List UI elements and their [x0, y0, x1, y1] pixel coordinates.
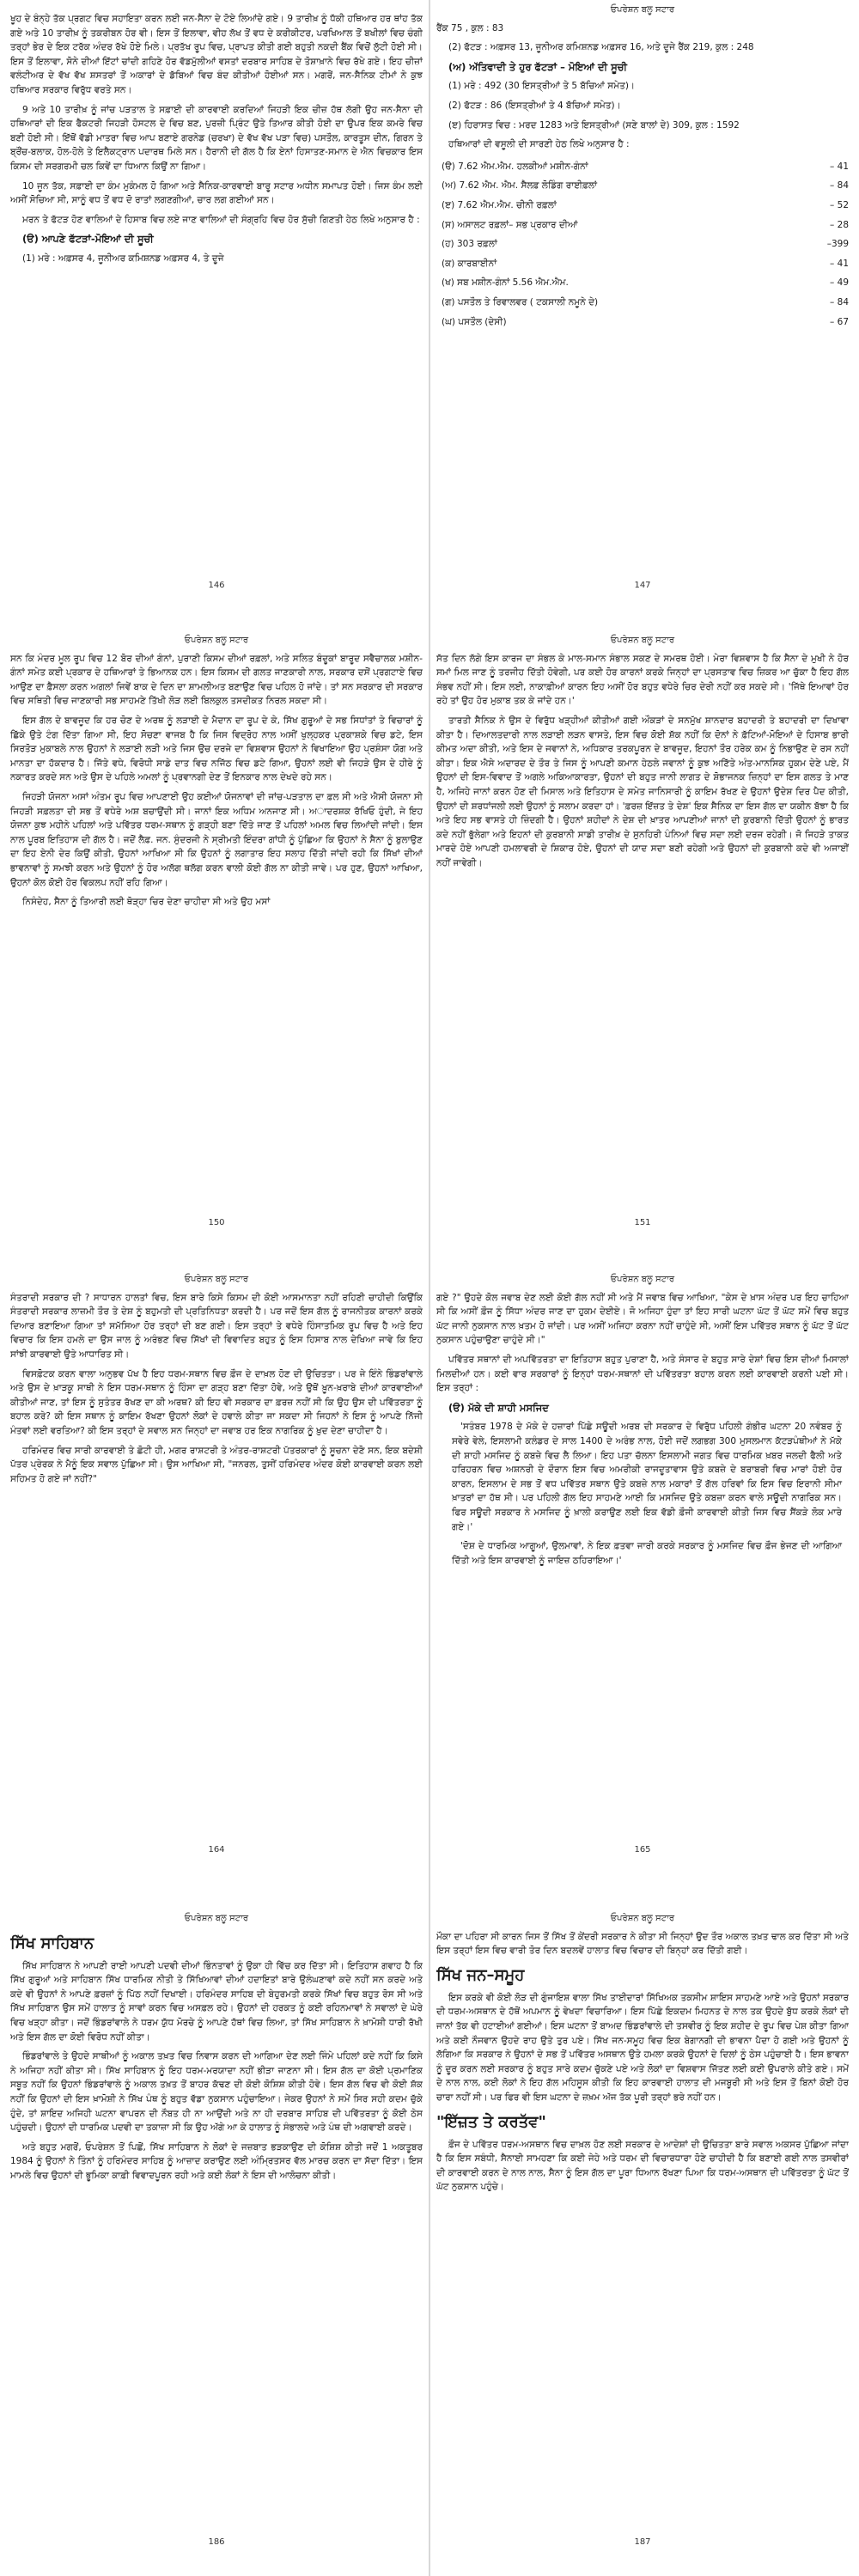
running-header: ਓਪਰੇਸ਼ਨ ਬਲੂ ਸਟਾਰ [610, 1914, 675, 1923]
paragraph: ਇਸ ਕਰਕੇ ਵੀ ਕੋਈ ਲੋੜ ਦੀ ਗੁੰਜਾਇਸ਼ ਵਾਲਾ ਸਿੱਖ ਤਾਈਦਾਰਾਂ ਸਿੱਖਿਅਕ ਤਕਸੀਮ ਸ਼ਾਇਸ ਸਾਹਮਣੇ ਆਏ ਅਤੇ ਉਹਨਾਂ ਸਰਕਾਰ ਦੀ ਧਰਮ-ਅਸਥਾਨ ਦੇ ਹੱਥੋਂ ਅਪਮਾਨ ਨੂੰ ਵੇਖਦਾ ਵਿਚਾਰਿਆ। ਇਸ ਪਿੱਛੇ ਇਕਦਮ ਮਿਹਨਤ ਦੇ ਨਾਲ ਤਕ ਉਹਦੇ ਬੁੱਧ ਕਰਕੇ ਲੋਕਾਂ ਦੀ ਜਾਨਾਂ ਤੱਕ ਵੀ ਹਟਾਈਆਂ ਗਈਆਂ। ਇਸ ਘਟਨਾ ਤੋਂ ਬਾਅਦ ਭਿੰਡਰਾਂਵਾਲੇ ਦੀ ਤਸਵੀਰ ਨੂੰ ਇਕ ਸ਼ਹੀਦ ਦੇ ਰੂਪ ਵਿਚ ਪੇਸ਼ ਕੀਤਾ ਗਿਆ ਅਤੇ ਕਈ ਨੌਜਵਾਨ ਉਹਦੇ ਰਾਹ ਉਤੇ ਤੁਰ ਪਏ। ਸਿੱਖ ਜਨ-ਸਮੂਹ ਵਿਚ ਇਕ ਬੇਗਾਨਗੀ ਦੀ ਭਾਵਨਾ ਪੈਦਾ ਹੋ ਗਈ ਅਤੇ ਉਹਨਾਂ ਨੂੰ ਲੱਗਿਆ ਕਿ ਸਰਕਾਰ ਨੇ ਉਹਨਾਂ ਦੇ ਸਭ ਤੋਂ ਪਵਿੱਤਰ ਅਸਥਾਨ ਉਤੇ ਹਮਲਾ ਕਰਕੇ ਉਹਨਾਂ ਦੇ ਦਿਲਾਂ ਨੂੰ ਠੇਸ ਪਹੁੰਚਾਈ ਹੈ। ਇਸ ਭਾਵਨਾ ਨੂੰ ਦੂਰ ਕਰਨ ਲਈ ਸਰਕਾਰ ਨੂੰ ਬਹੁਤ ਸਾਰੇ ਕਦਮ ਚੁੱਕਣੇ ਪਏ ਅਤੇ ਲੋਕਾਂ ਦਾ ਵਿਸ਼ਵਾਸ ਜਿੱਤਣ ਲਈ ਕਈ ਉਪਰਾਲੇ ਕੀਤੇ ਗਏ। ਸਮੇਂ ਦੇ ਨਾਲ ਨਾਲ, ਕਈ ਲੋਕਾਂ ਨੇ ਇਹ ਗੱਲ ਮਹਿਸੂਸ ਕੀਤੀ ਕਿ ਇਹ ਕਾਰਵਾਈ ਹਾਲਾਤ ਦੀ ਮਜਬੂਰੀ ਸੀ ਅਤੇ ਇਸ ਤੋਂ ਬਿਨਾਂ ਕੋਈ ਹੋਰ ਚਾਰਾ ਨਹੀਂ ਸੀ। ਪਰ ਫਿਰ ਵੀ ਇਸ ਘਟਨਾ ਦੇ ਜ਼ਖ਼ਮ ਅੱਜ ਤੱਕ ਪੂਰੀ ਤਰ੍ਹਾਂ ਭਰੇ ਨਹੀਂ ਹਨ। [436, 1992, 849, 2103]
running-header: ਓਪਰੇਸ਼ਨ ਬਲੂ ਸਟਾਰ [184, 1914, 249, 1923]
section-heading: (ੳ) ਮੱਕੇ ਦੀ ਸ਼ਾਹੀ ਮਸਜਿਦ [448, 1401, 549, 1414]
section-heading: (ਅ) ਅੱਤਿਵਾਦੀ ਤੇ ਹੁਰ ਫੱਟੜਾਂ – ਮੋਇਆਂ ਦੀ ਸੂਚੀ [448, 60, 627, 73]
paragraph: 10 ਜੂਨ ਤੱਕ, ਸਫ਼ਾਈ ਦਾ ਕੰਮ ਮੁਕੰਮਲ ਹੋ ਗਿਆ ਅਤੇ ਸੈਨਿਕ-ਕਾਰਵਾਈ ਬਾਰੂ ਸਟਾਰ ਅਧੀਨ ਸਮਾਪਤ ਹੋਈ। ਜਿਸ ਕੰਮ ਲਈ ਅਸੀਂ ਸੋਚਿਆ ਸੀ, ਸਾਨੂੰ ਵਧ ਤੋਂ ਵਧ ਦੋ ਰਾਤਾਂ ਲਗਣਗੀਆਂ, ਚਾਰ ਲਗ ਗਈਆਂ ਸਨ। [10, 180, 423, 206]
page-187 [436, 1912, 849, 2509]
paragraph: ਰੈਂਕ 75 , ਕੁਲ : 83 [436, 22, 504, 33]
paragraph: ਸੱਤ ਦਿਨ ਲੱਗੇ ਇਸ ਕਾਰਜ ਦਾ ਸੰਭਲ ਕੇ ਮਾਲ-ਸਮਾਨ ਸੰਭਾਲ ਸਕਣ ਦੇ ਸਮਰਥ ਹੋਈ। ਮੇਰਾ ਵਿਸ਼ਵਾਸ ਹੈ ਕਿ ਸੈਨਾ ਦੇ ਮੁਖੀ ਨੇ ਹੋਰ ਸਮਾਂ ਮਿਲ ਜਾਣ ਨੂੰ ਤਰਜੀਹ ਦਿੱਤੀ ਹੋਵੇਗੀ, ਪਰ ਕਈ ਹੋਰ ਕਾਰਨਾਂ ਕਰਕੇ ਜਿਨ੍ਹਾਂ ਦਾ ਪ੍ਰਸਤਾਵ ਵਿਚ ਜ਼ਿਕਰ ਆ ਚੁੱਕਾ ਹੈ ਇਹ ਗੱਲ ਸੰਭਵ ਨਹੀਂ ਸੀ। ਇਸ ਲਈ, ਨਾਕਾਫ਼ੀਆਂ ਕਾਰਨ ਇਹ ਅਸੀਂ ਹੋਰ ਬਹੁਤ ਵਧੇਰੇ ਚਿਰ ਦੇਰੀ ਨਹੀਂ ਕਰ ਸਕਦੇ ਸੀ। 'ਜਿੱਥੇ ਇਆਵਾਂ ਹੋਰ ਰਹੇ ਤਾਂ ਉਹ ਹੋਰ ਮੁਕਾਬ ਤਕ ਕੇ ਜਾਂਦੇ ਹਨ।' [436, 653, 849, 707]
list-item: (ਸ) ਅਸਾਲਟ ਰਫ਼ਲਾਂ– ਸਭ ਪ੍ਰਕਾਰ ਦੀਆਂ – 28 [442, 219, 849, 230]
paragraph: ਸਿੱਖ ਸਾਹਿਬਾਨ ਨੇ ਆਪਣੀ ਰਾਈ ਆਪਣੀ ਪਦਵੀ ਦੀਆਂ ਭਿੰਨਤਾਵਾਂ ਨੂੰ ਉਕਾ ਹੀ ਵਿੱਚ ਕਰ ਦਿੱਤਾ ਸੀ। ਇਤਿਹਾਸ ਗਵਾਹ ਹੈ ਕਿ ਸਿੱਖ ਗੁਰੂਆਂ ਅਤੇ ਸਾਹਿਬਾਨ ਸਿੱਖ ਧਾਰਮਿਕ ਨੀਤੀ ਤੇ ਸਿੱਖਿਆਵਾਂ ਦੀਆਂ ਹਦਾਇਤਾਂ ਬਾਰੇ ਉਲੰਘਣਾਵਾਂ ਕਦੇ ਨਹੀਂ ਸਨ ਕਰਦੇ ਅਤੇ ਕਦੇ ਵੀ ਉਹਨਾਂ ਨੇ ਆਪਣੇ ਫ਼ਰਜ਼ਾਂ ਨੂੰ ਪਿੱਠ ਨਹੀਂ ਦਿਖਾਈ। ਹਰਿਮੰਦਰ ਸਾਹਿਬ ਦੀ ਬੇਹੁਰਮਤੀ ਕਰਕੇ ਸਿੱਖਾਂ ਵਿਚ ਬਹੁਤ ਰੋਸ ਸੀ ਅਤੇ ਸਿੱਖ ਸਾਹਿਬਾਨ ਉਸ ਸਮੇਂ ਹਾਲਾਤ ਨੂੰ ਸਾਵਾਂ ਕਰਨ ਵਿਚ ਅਸਫ਼ਲ ਰਹੇ। ਉਹਨਾਂ ਦੀ ਹਰਕਤ ਨੂੰ ਕਈ ਰਹਿਨਮਾਵਾਂ ਨੇ ਸਵਾਲਾਂ ਦੇ ਘੇਰੇ ਵਿਚ ਖੜ੍ਹਾ ਕੀਤਾ। ਜਦੋਂ ਭਿੰਡਰਾਂਵਾਲੇ ਨੇ ਧਰਮ ਯੁੱਧ ਮੋਰਚੇ ਨੂੰ ਆਪਣੇ ਹੱਥਾਂ ਵਿਚ ਲਿਆ, ਤਾਂ ਸਿੱਖ ਸਾਹਿਬਾਨ ਨੇ ਖ਼ਾਮੋਸ਼ੀ ਧਾਰੀ ਰੱਖੀ ਅਤੇ ਇਸ ਗੱਲ ਦਾ ਕੋਈ ਵਿਰੋਧ ਨਹੀਂ ਕੀਤਾ। [10, 1960, 423, 2043]
page-number: 146 [208, 581, 225, 590]
paragraph: ਸੰਤਰਾਦੀ ਸਰਕਾਰ ਦੀ ? ਸਾਧਾਰਨ ਹਾਲਤਾਂ ਵਿਚ, ਇਸ ਬਾਰੇ ਕਿਸੇ ਕਿਸਮ ਦੀ ਕੋਈ ਆਸਮਾਨਤਾ ਨਹੀਂ ਰਹਿਣੀ ਚਾਹੀਦੀ ਕਿਉਂਕਿ ਸੰਤਰਾਦੀ ਸਰਕਾਰ ਲਾਜ਼ਮੀ ਤੌਰ ਤੇ ਦੇਸ਼ ਨੂੰ ਬਹੁਮਤੀ ਦੀ ਪ੍ਰਤਿਨਿਧਤਾ ਕਰਦੀ ਹੈ। ਪਰ ਜਦੋਂ ਇਸ ਗੱਲ ਨੂੰ ਰਾਜਨੀਤਕ ਕਾਰਨਾਂ ਕਰਕੇ ਦਿਆਰ ਬਣਾਇਆ ਗਿਆ ਤਾਂ ਸਮੱਸਿਆ ਹੋਰ ਤਰ੍ਹਾਂ ਦੀ ਬਣ ਗਈ। ਇਸ ਤਰ੍ਹਾਂ ਤੇ ਵਧੇਰੇ ਹਿੰਸਾਤਮਿਕ ਰੂਪ ਵਿਚ ਹੈ ਅਤੇ ਇਹ ਵਿਚਾਰ ਕਿ ਇਸ ਹਮਲੇ ਦਾ ਉਸ ਜਾਲ ਨੂੰ ਅਰੰਭਣ ਵਿਚ ਸਿੱਖਾਂ ਦੀ ਵਿਵਾਦਿਤ ਬਹੁਤ ਨੂੰ ਇਸ ਹਿਸਾਬ ਨਾਲ ਦੇਖਿਆ ਜਾਵੇ ਕਿ ਇਹ ਸਾਂਝੀ ਕਾਰਵਾਈ ਉਤੇ ਆਧਾਰਿਤ ਸੀ। [10, 1292, 423, 1360]
page-number: 147 [634, 581, 651, 590]
running-header: ਓਪਰੇਸ਼ਨ ਬਲੂ ਸਟਾਰ [610, 636, 675, 645]
page-165 [436, 1273, 849, 1814]
running-header: ਓਪਰੇਸ਼ਨ ਬਲੂ ਸਟਾਰ [610, 1275, 675, 1284]
page-146 [10, 12, 423, 562]
paragraph: ਭਿੰਡਰਾਂਵਾਲੇ ਤੇ ਉਹਦੇ ਸਾਥੀਆਂ ਨੂੰ ਅਕਾਲ ਤਖ਼ਤ ਵਿਚ ਨਿਵਾਸ ਕਰਨ ਦੀ ਆਗਿਆ ਦੇਣ ਲਈ ਜਿੰਮੇ ਪਹਿਲਾਂ ਕਦੇ ਨਹੀਂ ਕਿ ਕਿਸੇ ਨੇ ਅਜਿਹਾ ਨਹੀਂ ਕੀਤਾ ਸੀ। ਸਿੱਖ ਸਾਹਿਬਾਨ ਨੂੰ ਇਹ ਧਰਮ-ਮਰਯਾਦਾ ਨਹੀਂ ਭੀੜਾ ਜਾਣਨਾ ਸੀ। ਇਸ ਗੱਲ ਦਾ ਕੋਈ ਪ੍ਰਮਾਣਿਕ ਸਬੂਤ ਨਹੀਂ ਕਿ ਉਹਨਾਂ ਭਿੰਡਰਾਂਵਾਲੇ ਨੂੰ ਅਕਾਲ ਤਖ਼ਤ ਤੋਂ ਬਾਹਰ ਕੱਢਣ ਦੀ ਕੋਈ ਕੋਸ਼ਿਸ਼ ਕੀਤੀ ਹੋਵੇ। ਇਸ ਗੱਲ ਵਿਚ ਵੀ ਕੋਈ ਸ਼ੱਕ ਨਹੀਂ ਕਿ ਉਹਨਾਂ ਦੀ ਇਸ ਖ਼ਾਮੋਸ਼ੀ ਨੇ ਸਿੱਖ ਪੰਥ ਨੂੰ ਬਹੁਤ ਵੱਡਾ ਨੁਕਸਾਨ ਪਹੁੰਚਾਇਆ। ਜੇਕਰ ਉਹਨਾਂ ਨੇ ਸਮੇਂ ਸਿਰ ਸਹੀ ਕਦਮ ਚੁੱਕੇ ਹੁੰਦੇ, ਤਾਂ ਸ਼ਾਇਦ ਅਜਿਹੀ ਘਟਨਾ ਵਾਪਰਨ ਦੀ ਨੌਬਤ ਹੀ ਨਾ ਆਉਂਦੀ ਅਤੇ ਨਾ ਹੀ ਦਰਬਾਰ ਸਾਹਿਬ ਦੀ ਪਵਿੱਤਰਤਾ ਨੂੰ ਕੋਈ ਠੇਸ ਪਹੁੰਚਦੀ। ਉਹਨਾਂ ਦੀ ਧਾਰਮਿਕ ਪਦਵੀ ਦਾ ਤਕਾਜ਼ਾ ਸੀ ਕਿ ਉਹ ਅੱਗੇ ਆ ਕੇ ਹਾਲਾਤ ਨੂੰ ਸੰਭਾਲਦੇ ਅਤੇ ਪੰਥ ਦੀ ਅਗਵਾਈ ਕਰਦੇ। [10, 2051, 423, 2134]
list-item: (ੳ) 7.62 ਐਮ.ਐਮ. ਹਲਕੀਆਂ ਮਸ਼ੀਨ-ਗੰਨਾਂ – 41 [442, 161, 849, 172]
page-number: 187 [634, 2537, 651, 2547]
paragraph: (2) ਫੱਟੜ : ਅਫ਼ਸਰ 13, ਜੂਨੀਅਰ ਕਮਿਸ਼ਨਡ ਅਫ਼ਸਰ 16, ਅਤੇ ਦੂਜੇ ਰੈਂਕ 219, ਕੁਲ : 248 [448, 42, 754, 53]
paragraph: 9 ਅਤੇ 10 ਤਾਰੀਖ਼ ਨੂੰ ਜਾਂਚ ਪੜਤਾਲ ਤੇ ਸਫ਼ਾਈ ਦੀ ਕਾਰਵਾਈ ਕਰਦਿਆਂ ਜਿਹੜੀ ਇਕ ਚੀਜ਼ ਹੱਥ ਲੱਗੀ ਉਹ ਜਨ-ਸੈਨਾ ਦੀ ਹਥਿਆਰਾਂ ਦੀ ਇਕ ਫੈਕਟਰੀ ਜਿਹੜੀ ਹੋਸਟਲ ਦੇ ਵਿਚ ਬਣ, ਪੁਰਜ਼ੀ ਪ੍ਰਿੰਟ ਉਤੇ ਤਿਆਰ ਕੀਤੀ ਹੋਈ ਦਾ ਉਪਰ ਇਕ ਕਮਰੇ ਵਿਚ ਬਣੀ ਹੋਈ ਸੀ। ਇੱਥੋਂ ਵੱਡੀ ਮਾਤਰਾ ਵਿਚ ਆਪ ਬਣਾਏ ਗਰਨੇਡ (ਚਰਖਾ) ਦੇ ਵੱਖ ਵੱਖ ਪੜਾ ਵਿਚ) ਪਸਤੌਲ, ਕਾਰਤੂਸ ਦੀਨ, ਗਿਰਨ ਤੇ ਬ੍ਰੌਂਚ-ਬਲਾਕ, ਹੋਲ-ਹੋਲੇ ਤੇ ਇਲੈਕਟ੍ਰਾਨ ਪਦਾਰਥ ਮਿਲੇ ਸਨ। ਹੈਰਾਨੀ ਦੀ ਗੱਲ ਹੈ ਕਿ ਏਨਾਂ ਹਿਸਾਤਣ-ਸਮਾਨ ਦੇ ਐਨ ਵਿਚਕਾਰ ਇਸ ਕਿਸਮ ਦੀ ਸਰਗਰਮੀ ਚਲ ਕਿਵੇਂ ਦਾ ਧਿਆਨ ਕਿਉਂ ਨਾ ਗਿਆ। [10, 104, 423, 172]
list-item: (ੲ) ਹਿਰਾਸਤ ਵਿਚ : ਮਰਦ 1283 ਅਤੇ ਇਸਤ੍ਰੀਆਂ (ਸਣੇ ਬਾਲਾਂ ਦੇ) 309, ਕੁਲ : 1592 [448, 119, 740, 131]
page-number: 164 [208, 1845, 225, 1854]
paragraph: ਖੂਹ ਦੇ ਬੰਨ੍ਹੇ ਤੱਕ ਪ੍ਰਗਟ ਵਿਚ ਸਹਾਇਤਾ ਕਰਨ ਲਈ ਜਨ-ਸੈਨਾ ਦੇ ਟੋਏ ਲਿਆਂਦੇ ਗਏ। 9 ਤਾਰੀਖ਼ ਨੂੰ ਧੱਕੀ ਹਥਿਆਰ ਹਰ ਥਾਂਹ ਤੱਕ ਗਏ ਅਤੇ 10 ਤਾਰੀਖ਼ ਨੂੰ ਤਕਰੀਬਨ ਹੋਰ ਵੀ। ਇਸ ਤੋਂ ਇਲਾਵਾ, ਵੀਹ ਲੱਖ ਤੋਂ ਵਧ ਦੇ ਕਰੀਕੀਟਰ, ਪਰਖਿਆਲ ਤੋਂ ਬਖੀਲਾਂ ਵਿਚ ਚੰਗੀ ਤਰ੍ਹਾਂ ਭੇਰ ਦੇ ਇਕ ਟਰੱਕ ਅੰਦਰ ਰੱਖੇ ਹੋਏ ਮਿਲੇ। ਪ੍ਰਤੱਖ ਰੂਪ ਵਿਚ, ਪ੍ਰਾਪਤ ਕੀਤੀ ਗਈ ਬਹੁਤੀ ਨਕਦੀ ਬੈਂਕ ਵਿਚੋਂ ਲੁੱਟੀ ਹੋਈ ਸੀ। ਇਸ ਤੋਂ ਇਲਾਵਾ, ਸੋਨੇ ਦੀਆਂ ਇੱਟਾਂ ਚਾਂਦੀ ਗਹਿਣੇ ਹੋਰ ਵੱਡਮੁੱਲੀਆਂ ਵਸਤਾਂ ਦਰਬਾਰ ਸਾਹਿਬ ਦੇ ਤੋਸ਼ਾਖ਼ਾਨੇ ਵਿਚ ਰੱਖੇ ਗਏ। ਇਹ ਚੀਜ਼ਾਂ ਵਲੰਟੀਅਰ ਦੇ ਵੱਖ ਵੱਖ ਸ਼ਸਤਰਾਂ ਤੋਂ ਅਕਾਰਾਂ ਦੇ ਡੱਬਿਆਂ ਵਿਚ ਬੰਦ ਕੀਤੀਆਂ ਹੋਈਆਂ ਸਨ। ਮਗਰੋਂ, ਜਨ-ਸੈਨਿਕ ਟੀਮਾਂ ਨੇ ਕੁਝ ਹਥਿਆਰ ਸਰਕਾਰ ਵਿਰੁੱਧ ਵਰਤੇ ਸਨ। [10, 14, 423, 95]
paragraph: ਹਰਿਮੰਦਰ ਵਿਚ ਸਾਰੀ ਕਾਰਵਾਈ ਤੇ ਛੋਟੀ ਹੀ, ਮਗਰ ਰਾਸ਼ਟਰੀ ਤੇ ਅੰਤਰ-ਰਾਸ਼ਟਰੀ ਪੱਤਰਕਾਰਾਂ ਨੂੰ ਸੂਚਨਾ ਦੇਣੋ ਸਨ, ਇਕ ਬਦੇਸ਼ੀ ਪੱਤਰ ਪ੍ਰੇਰਕ ਨੇ ਮੈਨੂੰ ਇਕ ਸਵਾਲ ਪੁੱਛਿਆ ਸੀ। ਉਸ ਆਖਿਆ ਸੀ, "ਜਨਰਲ, ਤੁਸੀਂ ਹਰਿਮੰਦਰ ਅੰਦਰ ਕੋਈ ਕਾਰਵਾਈ ਕਰਨ ਲਈ ਸਹਿਮਤ ਹੋ ਗਏ ਜਾਂ ਨਹੀਂ?" [10, 1445, 423, 1484]
page-number: 150 [208, 1218, 225, 1227]
paragraph: ਇਸ ਗੱਲ ਦੇ ਬਾਵਜੂਦ ਕਿ ਹਰ ਚੋਣ ਦੇ ਅਰਥ ਨੂੰ ਲੜਾਈ ਦੇ ਮੈਦਾਨ ਦਾ ਰੂਪ ਦੇ ਕੇ, ਸਿੱਖ ਗੁਰੂਆਂ ਦੇ ਸਭ ਸਿਧਾਂਤਾਂ ਤੇ ਵਿਚਾਰਾਂ ਨੂੰ ਛਿੱਕੇ ਉਤੇ ਟੰਗ ਦਿੱਤਾ ਗਿਆ ਸੀ, ਇਹ ਸੋਚਣਾ ਵਾਜਬ ਹੈ ਕਿ ਜਿਸ ਵਿਦ੍ਰੋਹ ਨਾਲ ਅਸੀਂ ਖੁਲ੍ਹਕਰ ਪ੍ਰਕਾਸ਼ਕੇ ਵਿਚ ਡਟੇ, ਇਸ ਸਿਰਤੋੜ ਮੁਕਾਬਲੇ ਨਾਲ ਉਹਨਾਂ ਨੇ ਲੜਾਈ ਲੜੀ ਅਤੇ ਜਿਸ ਉਚ ਦਰਜੇ ਦਾ ਵਿਸ਼ਵਾਸ ਉਹਨਾਂ ਨੇ ਵਿਖਾਇਆ ਉਹ ਪ੍ਰਸ਼ੰਸਾ ਯੋਗ ਅਤੇ ਮਾਨਤਾ ਦਾ ਹੱਕਦਾਰ ਹੈ। ਜਿੱਤੇ ਵਧੇ, ਵਿਰੋਧੀ ਸਾਡੇ ਦਾਤ ਵਿਚ ਨਜਿੱਠ ਵਿਚ ਡਟੇ ਗਿਆ, ਉਹਨਾਂ ਲਈ ਵੀ ਜਿਹੜੇ ਉਸ ਦੇ ਹੀਰੇ ਨੂੰ ਨਕਾਰਤ ਕਰਦੇ ਸਨ ਅਤੇ ਉਸ ਦੇ ਪਹਿਲੇ ਅਮਲਾਂ ਨੂੰ ਪ੍ਰਵਾਨਗੀ ਦੇਣ ਤੋਂ ਇਨਕਾਰ ਨਾਲ ਦੇਖਦੇ ਰਹੇ ਸਨ। [10, 715, 423, 783]
paragraph: ਸਨ ਕਿ ਮੰਦਰ ਮੂਲ ਰੂਪ ਵਿਚ 12 ਬੋਰ ਦੀਆਂ ਗੰਨਾਂ, ਪੁਰਾਣੀ ਕਿਸਮ ਦੀਆਂ ਰਫ਼ਲਾਂ, ਅਤੇ ਸਲਿਤ ਬੰਦੂਕਾਂ ਬਾਰੂਦ ਸਵੈਚਾਲਕ ਮਸ਼ੀਨ-ਗੰਨਾਂ ਸਮੇਤ ਕਈ ਪ੍ਰਕਾਰ ਦੇ ਹਥਿਆਰਾਂ ਤੇ ਭਿਆਨਕ ਹਨ। ਇਸ ਕਿਸਮ ਦੀ ਗਲਤ ਜਾਣਕਾਰੀ ਨਾਲ, ਸਰਕਾਰ ਦਸੋਂ ਪ੍ਰਗਟਾਏ ਵਿਚ ਆਉਣ ਦਾ ਫ਼ੈਸਲਾ ਕਰਨ ਅਗਲਾਂ ਜਿਵੇਂ ਬਾਕ ਦੇ ਦਿਨ ਦਾ ਸ਼ਾਮਲੀਅਤ ਬਣਾਉਣ ਵਿਚ ਪਹਿਲ ਹੋ ਜਾਂਦੇ। ਤਾਂ ਸਨ ਸਰਕਾਰ ਦੀ ਸਰਕਾਰ ਵਿਚ ਸਥਿਤੀ ਵਿਚ ਜਾਣਕਾਰੀ ਸਭ ਸਾਹਮਣੇ ਤਿੱਖੀ ਲੋੜ ਲਈ ਬਿਲਕੁਲ ਤਸਦੀਕਤ ਨਿਰਲ ਸਕਦਾ ਸੀ। [10, 653, 423, 707]
page-divider [429, 0, 430, 2576]
running-header: ਓਪਰੇਸ਼ਨ ਬਲੂ ਸਟਾਰ [610, 5, 675, 15]
page-150 [10, 634, 423, 1201]
page-number: 186 [208, 2537, 225, 2547]
paragraph: ਫ਼ੌਜ ਦੇ ਪਵਿੱਤਰ ਧਰਮ-ਅਸਥਾਨ ਵਿਚ ਦਾਖ਼ਲ ਹੋਣ ਲਈ ਸਰਕਾਰ ਦੇ ਆਦੇਸ਼ਾਂ ਦੀ ਉਚਿਤਤਾ ਬਾਰੇ ਸਵਾਲ ਅਕਸਰ ਪੁੱਛਿਆ ਜਾਂਦਾ ਹੈ ਕਿ ਇਸ ਸਬੰਧੀ, ਸੈਨਾਈ ਸਾਮਹਣਾ ਕਿ ਕਈ ਜੇਹੇ ਅਤੇ ਧਰਮ ਦੀ ਵਿਚਾਰਧਾਰਾ ਹੋਣੇ ਚਾਹੀਦੀ ਹੈ ਕਿ ਬਣਾਈ ਗਈ ਨਾਲ ਤਸਵੀਰਾਂ ਦੀ ਕਾਰਵਾਈ ਕਰਨ ਦੇ ਨਾਲ ਨਾਲ, ਸੈਨਾ ਨੂੰ ਇਸ ਗੱਲ ਦਾ ਪੂਰਾ ਧਿਆਨ ਰੱਖਣਾ ਪਿਆ ਕਿ ਧਰਮ-ਅਸਥਾਨ ਦੀ ਪਵਿੱਤਰਤਾ ਨੂੰ ਘੱਟ ਤੋਂ ਘੱਟ ਨੁਕਸਾਨ ਪਹੁੰਚੇ। [436, 2139, 849, 2193]
paragraph: ਵਿਸਫ਼ੋਟਕ ਕਰਨ ਵਾਲਾ ਅਨੁਭਵ ਪੱਖ ਹੈ ਇਹ ਧਰਮ-ਸਥਾਨ ਵਿਚ ਫ਼ੌਜ ਦੇ ਦਾਖ਼ਲ ਹੋਣ ਦੀ ਉਚਿਤਤਾ। ਪਰ ਜੇ ਇੰਨੇ ਭਿੰਡਰਾਂਵਾਲੇ ਅਤੇ ਉਸ ਦੇ ਖ਼ਾੜਕੂ ਸਾਥੀ ਨੇ ਇਸ ਧਰਮ-ਸਥਾਨ ਨੂੰ ਹਿੰਸਾ ਦਾ ਗੜ੍ਹ ਬਣਾ ਦਿੱਤਾ ਹੋਵੇ, ਅਤੇ ਉਥੋਂ ਖ਼ੂਨ-ਖ਼ਰਾਬੇ ਦੀਆਂ ਕਾਰਵਾਈਆਂ ਕੀਤੀਆਂ ਜਾਣ, ਤਾਂ ਇਸ ਨੂੰ ਸੁਤੰਤਰ ਰੱਖਣ ਦਾ ਕੀ ਅਰਥ? ਕੀ ਇਹ ਵੀ ਸਰਕਾਰ ਦਾ ਫ਼ਰਜ਼ ਨਹੀਂ ਸੀ ਕਿ ਉਹ ਉਸ ਦੀ ਪਵਿੱਤਰਤਾ ਨੂੰ ਬਹਾਲ ਕਰੇ? ਕੀ ਇਸ ਸਥਾਨ ਨੂੰ ਕਾਇਮ ਰੱਖਣਾ ਉਹਨਾਂ ਲੋਕਾਂ ਦੇ ਹਵਾਲੇ ਕੀਤਾ ਜਾ ਸਕਦਾ ਸੀ ਜਿਹਨਾਂ ਨੇ ਇਸ ਨੂੰ ਆਪਣੇ ਨਿੱਜੀ ਮੰਤਵਾਂ ਲਈ ਵਰਤਿਆ? ਕੀ ਇਸ ਤਰ੍ਹਾਂ ਦੇ ਸਵਾਲ ਸਨ ਜਿਨ੍ਹਾਂ ਦਾ ਜਵਾਬ ਹਰ ਇਕ ਨਾਗਰਿਕ ਨੂੰ ਖ਼ੁਦ ਦੇਣਾ ਚਾਹੀਦਾ ਹੈ। [10, 1368, 423, 1436]
list-item: (ਘ) ਪਸਤੌਲ (ਦੇਸੀ) – 67 [442, 316, 849, 327]
list-item: (1) ਮਰੇ : ਅਫ਼ਸਰ 4, ਜੂਨੀਅਰ ਕਮਿਸ਼ਨਡ ਅਫ਼ਸਰ 4, ਤੇ ਦੂਜੇ [22, 253, 224, 264]
page-147 [436, 3, 849, 570]
section-heading: (ੳ) ਆਪਣੇ ਫੱਟੜਾਂ-ਮੋਇਆਂ ਦੀ ਸੂਚੀ [22, 233, 154, 246]
weapons-list [442, 157, 849, 332]
list-item: (ਗ) ਪਸਤੌਲ ਤੇ ਰਿਵਾਲਵਰ ( ਟਕਸਾਲੀ ਨਮੂਨੇ ਦੇ) – 84 [442, 296, 849, 308]
running-header: ਓਪਰੇਸ਼ਨ ਬਲੂ ਸਟਾਰ [184, 1275, 249, 1284]
paragraph: ਮੌਕਾ ਦਾ ਪਹਿਰਾ ਸੀ ਕਾਰਨ ਜਿਸ ਤੋਂ ਸਿੱਖ ਤੋਂ ਕੇਂਦਰੀ ਸਰਕਾਰ ਨੇ ਕੀਤਾ ਸੀ ਜਿਨ੍ਹਾਂ ਉਦ ਤੌਰ ਅਕਾਲ ਤਖ਼ਤ ਢਾਲ ਕਰ ਦਿੱਤਾ ਸੀ ਅਤੇ ਇਸ ਤਰ੍ਹਾਂ ਇਸ ਵਿਚ ਵਾਰੀ ਤੋਰ ਦਿਨ ਬਦਲਵੇਂ ਹਾਲਾਤ ਵਿਚ ਵਿਚਾਰ ਦੀ ਬਿਨ੍ਹਾਂ ਕਰ ਦਿੱਤੀ ਗਈ। [436, 1931, 849, 1957]
paragraph: ਤਾਰਤੀ ਸੈਨਿਕ ਨੇ ਉਸ ਦੇ ਵਿਰੁੱਧ ਖੜ੍ਹੀਆਂ ਕੀਤੀਆਂ ਗਈ ਔਕੜਾਂ ਦੇ ਸਨਮੁੱਖ ਸ਼ਾਨਦਾਰ ਬਹਾਦਰੀ ਤੇ ਬਹਾਦਰੀ ਦਾ ਦਿਖਾਵਾ ਕੀਤਾ ਹੈ। ਦਿਆਲਤਦਾਰੀ ਨਾਲ ਲੜਾਈ ਲੜਨ ਵਾਸਤੇ, ਇਸ ਵਿਚ ਕੋਈ ਸ਼ੱਕ ਨਹੀਂ ਕਿ ਦੋਨਾਂ ਨੇ ਫ਼ੱਟਿਆਂ-ਮੋਇਆਂ ਦੇ ਹਿਸਾਬ ਭਾਰੀ ਕੀਮਤ ਅਦਾ ਕੀਤੀ, ਅਤੇ ਇਸ ਦੇ ਜਵਾਨਾਂ ਨੇ, ਅਧਿਕਾਰ ਤਰਕਪੂਰਨ ਦੇ ਬਾਵਜੂਦ, ਇਹਨਾਂ ਤੌਰ ਹਰੇਕ ਕਮ ਨੂੰ ਨਿਭਾਉਣ ਦੇ ਰਸ ਨਹੀਂ ਕੀਤਾ। ਇਕ ਐਸੇ ਅਦਾਰਦ ਦੇ ਤੌਰ ਤੇ ਜਿਸ ਨੂੰ ਆਪਣੀ ਕਮਾਨ ਹੇਠਲੇ ਜਵਾਨਾਂ ਨੂੰ ਕੁਝ ਅਣਿੱਤੇ ਅੰਤ-ਮਾਨਸਿਕ ਹੁਕਮ ਦੇਣੇ ਪਏ, ਮੈਂ ਉਹਨਾਂ ਦੀ ਇਸ-ਵਿਵਾਦ ਤੋਂ ਅਗਲੇ ਅਕਿਆਕਾਰਤਾ, ਉਹਨਾਂ ਦੀ ਬਹੁਤ ਜਾਨੀ ਲਾਗਤ ਦੇ ਸ਼ੋਭਾਜਨਕ ਜ਼ਿਨ੍ਹਾਂ ਦਾ ਇਸ ਗਲਤ ਤੇ ਮਾਣ ਹੈ, ਅਜਿਹੇ ਜਾਨਾਂ ਕਰਨ ਹੋਣ ਦੀ ਮਿਸਾਲ ਅਤੇ ਇਤਿਹਾਸ ਦੇ ਸਮੇਤ ਜਾਨਿਸਾਰੀ ਨੂੰ ਕਾਇਮ ਰੱਖਣ ਦੇ ਉਹਨਾਂ ਉਦੇਸ਼ ਦਿਰ ਪੈਦ ਕੀਤੀ, ਉਹਨਾਂ ਦੀ ਸ਼ਰਧਾਂਜਲੀ ਲਈ ਉਹਨਾਂ ਨੂੰ ਸਲਾਮ ਕਰਦਾ ਹਾਂ। 'ਫ਼ਰਜ਼ ਇੱਜ਼ਤ ਤੇ ਦੇਸ਼' ਇਕ ਸੈਨਿਕ ਦਾ ਇਸ ਗੱਲ ਦਾ ਯਕੀਨ ਬੱਝਾ ਹੈ ਕਿ ਅਤੇ ਇਹ ਸਭ ਵਾਸਤੇ ਹੀ ਜ਼ਿੰਦਗੀ ਹੈ। ਉਹਨਾਂ ਸ਼ਹੀਦਾਂ ਨੇ ਦੇਸ਼ ਦੀ ਖ਼ਾਤਰ ਆਪਣੀਆਂ ਜਾਨਾਂ ਦੀ ਕੁਰਬਾਨੀ ਦਿੱਤੀ ਉਹਨਾਂ ਨੂੰ ਭਾਰਤ ਕਦੇ ਨਹੀਂ ਭੁੱਲੇਗਾ ਅਤੇ ਇਹਨਾਂ ਦੀ ਕੁਰਬਾਨੀ ਸਾਡੀ ਤਾਰੀਖ਼ ਦੇ ਸੁਨਹਿਰੀ ਪੰਨਿਆਂ ਵਿਚ ਸਦਾ ਲਈ ਦਰਜ ਰਹੇਗੀ। ਜੋ ਜਿਹੜੇ ਤਾਕਤ ਮਾਰਦੇ ਹੋਏ ਆਪਣੀ ਹਮਲਾਵਰੀ ਦੇ ਸ਼ਿਕਾਰ ਹੋਏ, ਉਹਨਾਂ ਦੀ ਯਾਦ ਸਦਾ ਬਣੀ ਰਹੇਗੀ ਅਤੇ ਉਹਨਾਂ ਦੀ ਕੁਰਬਾਨੀ ਕਦੇ ਵੀ ਅਜਾਈਂ ਨਹੀਂ ਜਾਵੇਗੀ। [436, 715, 849, 868]
paragraph: ਪਵਿੱਤਰ ਸਥਾਨਾਂ ਦੀ ਅਪਵਿੱਤਰਤਾ ਦਾ ਇਤਿਹਾਸ ਬਹੁਤ ਪੁਰਾਣਾ ਹੈ, ਅਤੇ ਸੰਸਾਰ ਦੇ ਬਹੁਤ ਸਾਰੇ ਦੇਸ਼ਾਂ ਵਿਚ ਇਸ ਦੀਆਂ ਮਿਸਾਲਾਂ ਮਿਲਦੀਆਂ ਹਨ। ਕਈ ਵਾਰ ਸਰਕਾਰਾਂ ਨੂੰ ਇਨ੍ਹਾਂ ਧਰਮ-ਸਥਾਨਾਂ ਦੀ ਪਵਿੱਤਰਤਾ ਬਹਾਲ ਕਰਨ ਲਈ ਕਾਰਵਾਈ ਕਰਨੀ ਪਈ ਸੀ। ਇਸ ਤਰ੍ਹਾਂ : [436, 1354, 849, 1394]
paragraph: ਮਰਨ ਤੇ ਫੱਟੜ ਹੋਣ ਵਾਲਿਆਂ ਦੇ ਹਿਸਾਬ ਵਿਚ ਲਏ ਜਾਣ ਵਾਲਿਆਂ ਦੀ ਸੰਗ੍ਰਹਿ ਵਿਚ ਹੋਰ ਸੁੱਚੀ ਗਿਣਤੀ ਹੇਠ ਲਿਖੇ ਅਨੁਸਾਰ ਹੈ : [22, 214, 420, 225]
page-164 [10, 1273, 423, 1814]
list-item: (2) ਫੱਟੜ : 86 (ਇਸਤ੍ਰੀਆਂ ਤੇ 4 ਬੱਚਿਆਂ ਸਮੇਤ)। [448, 100, 621, 111]
block-quote: 'ਦੋਸ਼ ਦੇ ਧਾਰਮਿਕ ਆਗੂਆਂ, ਉਲਮਾਵਾਂ, ਨੇ ਇਕ ਫ਼ਤਵਾ ਜਾਰੀ ਕਰਕੇ ਸਰਕਾਰ ਨੂੰ ਮਸਜਿਦ ਵਿਚ ਫ਼ੌਜ ਭੇਜਣ ਦੀ ਆਗਿਆ ਦਿੱਤੀ ਅਤੇ ਇਸ ਕਾਰਵਾਈ ਨੂੰ ਜਾਇਜ਼ ਠਹਿਰਾਇਆ।' [452, 1541, 842, 1566]
page-186 [10, 1912, 423, 2509]
list-item: (ਹ) 303 ਰਫ਼ਲਾਂ –399 [442, 239, 849, 250]
list-item: (ਅ) 7.62 ਐਮ. ਐਮ. ਸੈਲਫ਼ ਲੋਡਿੰਗ ਰਾਈਫ਼ਲਾਂ – 84 [442, 180, 849, 192]
block-quote: 'ਸਤੰਬਰ 1978 ਦੇ ਮੱਕੇ ਦੇ ਹਜ਼ਾਰਾਂ ਪਿੱਛੇ ਸਊਦੀ ਅਰਬ ਦੀ ਸਰਕਾਰ ਦੇ ਵਿਰੁੱਧ ਪਹਿਲੀ ਗੰਭੀਰ ਘਟਨਾ 20 ਨਵੰਬਰ ਨੂੰ ਸਵੇਰੇ ਵੇਲੇ, ਇਸਲਾਮੀ ਕਲੰਡਰ ਦੇ ਸਾਲ 1400 ਦੇ ਅਰੰਭ ਨਾਲ, ਹੋਈ ਜਦੋਂ ਲਗਭਗ 300 ਮੁਸਲਮਾਨ ਕੱਟੜਪੰਥੀਆਂ ਨੇ ਮੱਕੇ ਦੀ ਸ਼ਾਹੀ ਮਸਜਿਦ ਨੂੰ ਕਬਜ਼ੇ ਵਿਚ ਲੈ ਲਿਆ। ਇਹ ਪਤਾ ਚੱਲਨਾ ਇਸਲਾਮੀ ਜਗਤ ਵਿਚ ਧਾਰਮਿਕ ਖ਼ਬਰ ਜਲਦੀ ਫੈਲੀ ਅਤੇ ਹਰਿਹਰਨ ਵਿਚ ਅਸ਼ਨਰੀ ਦੇ ਦੌਰਾਨ ਇਸ ਵਿਚ ਅਮਰੀਕੀ ਰਾਜਦੂਤਾਵਾਸ ਉਤੇ ਕਬਜ਼ੇ ਦੇ ਬਰਾਬਰੀ ਵਿਚ ਮਾਰਾਂ ਹੋਈ ਹੋਰ ਕਾਰਨ, ਇਸਲਾਮ ਦੇ ਸਭ ਤੋਂ ਵਧ ਪਵਿੱਤਰ ਸਥਾਨ ਉਤੇ ਕਬਜ਼ੇ ਨਾਲ ਮਕਾਰਾਂ ਤੋਂ ਗੱਲ ਹਰਿਵਾਂ ਕਿ ਇਸ ਵਿਚ ਇਰਾਨੀ ਸੀਮਾ ਖ਼ਾਤਰਾਂ ਦਾ ਹੱਥ ਸੀ। ਪਰ ਪਹਿਲੀ ਗੱਲ ਇਹ ਸਾਹਮਣੇ ਆਈ ਕਿ ਮਸਜਿਦ ਉਤੇ ਕਬਜ਼ਾ ਕਰਨ ਵਾਲੇ ਸਊਦੀ ਨਾਗਰਿਕ ਸਨ। ਫਿਰ ਸਊਦੀ ਸਰਕਾਰ ਨੇ ਮਸਜਿਦ ਨੂੰ ਖ਼ਾਲੀ ਕਰਾਉਣ ਲਈ ਇਕ ਵੱਡੀ ਫ਼ੌਜੀ ਕਾਰਵਾਈ ਕੀਤੀ ਜਿਸ ਵਿਚ ਸੈਂਕੜੇ ਲੋਕ ਮਾਰੇ ਗਏ।' [452, 1422, 842, 1532]
section-title: ਸਿੱਖ ਜਨ–ਸਮੂਹ [436, 1965, 525, 1984]
chapter-title: ਸਿੱਖ ਸਾਹਿਬਾਨ [10, 1934, 94, 1952]
page-number: 151 [634, 1218, 651, 1227]
running-header: ਓਪਰੇਸ਼ਨ ਬਲੂ ਸਟਾਰ [184, 636, 249, 645]
paragraph: ਜਿਹੜੀ ਯੋਜਨਾ ਅਸਾਂ ਅੰਤਮ ਰੂਪ ਵਿਚ ਆਪਣਾਈ ਉਹ ਕਈਆਂ ਯੋਜਨਾਵਾਂ ਦੀ ਜਾਂਚ-ਪੜਤਾਲ ਦਾ ਫ਼ਲ ਸੀ ਅਤੇ ਐਸੀ ਯੋਜਨਾ ਸੀ ਜਿਹੜੀ ਸਫ਼ਲਤਾ ਦੀ ਸਭ ਤੋਂ ਵਧੇਰੇ ਅਸ਼ ਬਚਾਉਂਦੀ ਸੀ। ਜਾਨਾਂ ਇਕ ਅਧਿਮ ਅਨਜਾਣ ਸੀ। ਅਾਦਰਸ਼ਕ ਰੱਖਿਓ ਹੁੰਦੀ, ਜੇ ਇਹ ਯੋਜਨਾ ਕੁਝ ਮਹੀਨੇ ਪਹਿਲਾਂ ਅਤੇ ਪਵਿੱਤਰ ਧਰਮ-ਸਥਾਨ ਨੂੰ ਗੜ੍ਹੀ ਬਣਾ ਦਿੱਤੇ ਜਾਣ ਤੋਂ ਪਹਿਲਾਂ ਅਮਲ ਵਿਚ ਲਿਆਂਦੀ ਜਾਂਦੀ। ਇਸ ਨਾਲ ਪੂਰਬ ਇਤਿਹਾਸ ਦੀ ਗੱਲ ਹੈ। ਜਦੋਂ ਲੈਫ਼. ਜਨ. ਸੁੰਦਰਜੀ ਨੇ ਸ੍ਰੀਮਤੀ ਇੰਦਰਾ ਗਾਂਧੀ ਨੂੰ ਪੁੱਛਿਆ ਕਿ ਉਹਨਾਂ ਨੇ ਸੈਨਾ ਨੂੰ ਬੁਲਾਉਣ ਦਾ ਇਹ ਏਨੀ ਦੇਰ ਕਿਉਂ ਕੀਤੀ, ਉਹਨਾਂ ਆਖਿਆ ਸੀ ਕਿ ਉਹਨਾਂ ਨੂੰ ਲਗਾਤਾਰ ਇਹ ਸਲਾਹ ਦਿੱਤੀ ਜਾਂਦੀ ਰਹੀ ਕਿ ਸਿੱਖਾਂ ਦੀਆਂ ਭਾਵਨਾਵਾਂ ਨੂੰ ਸਮਝੀ ਕਰਨ ਅਤੇ ਉਹਨਾਂ ਨੂੰ ਹੋਰ ਅਲੱਗ ਥਲੱਗ ਕਰਨ ਵਾਲੀ ਕੋਈ ਗੱਲ ਨਾ ਕੀਤੀ ਜਾਵੇ। ਪਰ ਹੁਣ, ਉਹਨਾਂ ਆਖਿਆ, ਉਹਨਾਂ ਕੋਲ ਕੋਈ ਹੋਰ ਵਿਕਲਪ ਨਹੀਂ ਰਹਿ ਗਿਆ। [10, 791, 423, 888]
paragraph: ਗਏ ?" ਉਹਦੇ ਕੋਲ ਜਵਾਬ ਦੇਣ ਲਈ ਕੋਈ ਗੱਲ ਨਹੀਂ ਸੀ ਅਤੇ ਮੈਂ ਜਵਾਬ ਵਿਚ ਆਖਿਆ, "ਕੇਸ ਦੇ ਖ਼ਾਸ ਅੰਦਰ ਪਰ ਇਹ ਚਾਹਿਆ ਸੀ ਕਿ ਅਸੀਂ ਫ਼ੌਜ ਨੂੰ ਸਿੱਧਾ ਅੰਦਰ ਜਾਣ ਦਾ ਹੁਕਮ ਦੇਈਏ। ਜੋ ਅਜਿਹਾ ਹੁੰਦਾ ਤਾਂ ਇਹ ਸਾਰੀ ਘਟਨਾ ਘੱਟ ਤੋਂ ਘੱਟ ਸਮੇਂ ਵਿਚ ਬਹੁਤ ਘੱਟ ਜਾਨੀ ਨੁਕਸਾਨ ਨਾਲ ਖ਼ਤਮ ਹੋ ਜਾਂਦੀ। ਪਰ ਅਸੀਂ ਅਜਿਹਾ ਕਰਨਾ ਨਹੀਂ ਚਾਹੁੰਦੇ ਸੀ, ਅਸੀਂ ਇਸ ਪਵਿੱਤਰ ਸਥਾਨ ਨੂੰ ਘੱਟ ਤੋਂ ਘੱਟ ਨੁਕਸਾਨ ਪਹੁੰਚਾਉਣਾ ਚਾਹੁੰਦੇ ਸੀ।" [436, 1292, 849, 1346]
list-item: (ਕ) ਕਾਰਬਾਈਨਾਂ – 41 [442, 258, 849, 269]
page-number: 165 [634, 1845, 651, 1854]
list-item: (ੲ) 7.62 ਐਮ.ਐਮ. ਚੀਨੀ ਰਫ਼ਲਾਂ – 52 [442, 199, 849, 210]
paragraph: ਨਿਸੰਦੇਹ, ਸੈਨਾ ਨੂੰ ਤਿਆਰੀ ਲਈ ਥੋੜ੍ਹਾ ਚਿਰ ਦੇਣਾ ਚਾਹੀਦਾ ਸੀ ਅਤੇ ਉਹ ਮਸਾਂ [22, 897, 271, 908]
section-title: "ਇੱਜ਼ਤ ਤੇ ਕਰਤੱਵ" [436, 2112, 546, 2131]
list-item: (ਖ) ਸਬ ਮਸ਼ੀਨ-ਗੰਨਾਂ 5.56 ਐਮ.ਐਮ. – 49 [442, 277, 849, 289]
paragraph: ਅਤੇ ਬਹੁਤ ਮਗਰੋਂ, ਓਪਰੇਸ਼ਨ ਤੋਂ ਪਿਛੋਂ, ਸਿੱਖ ਸਾਹਿਬਾਨ ਨੇ ਲੋਕਾਂ ਦੇ ਜਜ਼ਬਾਤ ਭੜਕਾਉਣ ਦੀ ਕੋਸ਼ਿਸ਼ ਕੀਤੀ ਜਦੋਂ 1 ਅਕਤੂਬਰ 1984 ਨੂੰ ਉਹਨਾਂ ਨੇ ਤਿੰਨਾਂ ਨੂੰ ਹਰਿਮੰਦਰ ਸਾਹਿਬ ਨੂੰ ਆਜ਼ਾਦ ਕਰਾਉਣ ਲਈ ਅੰਮ੍ਰਿਤਸਰ ਵੱਲ ਮਾਰਚ ਕਰਨ ਦਾ ਸੱਦਾ ਦਿੱਤਾ। ਇਸ ਮਾਮਲੇ ਵਿਚ ਉਹਨਾਂ ਦੀ ਭੂਮਿਕਾ ਕਾਫ਼ੀ ਵਿਵਾਦਪੂਰਨ ਰਹੀ ਅਤੇ ਕਈ ਲੋਕਾਂ ਨੇ ਇਸ ਦੀ ਆਲੋਚਨਾ ਕੀਤੀ। [10, 2141, 423, 2181]
list-item: (1) ਮਰੇ : 492 (30 ਇਸਤ੍ਰੀਆਂ ਤੇ 5 ਬੱਚਿਆਂ ਸਮੇਤ)। [448, 81, 635, 92]
page-151 [436, 634, 849, 1201]
paragraph: ਹਥਿਆਰਾਂ ਦੀ ਵਸੂਲੀ ਦੀ ਸਾਰਣੀ ਹੇਠ ਲਿਖੇ ਅਨੁਸਾਰ ਹੈ : [448, 139, 630, 150]
